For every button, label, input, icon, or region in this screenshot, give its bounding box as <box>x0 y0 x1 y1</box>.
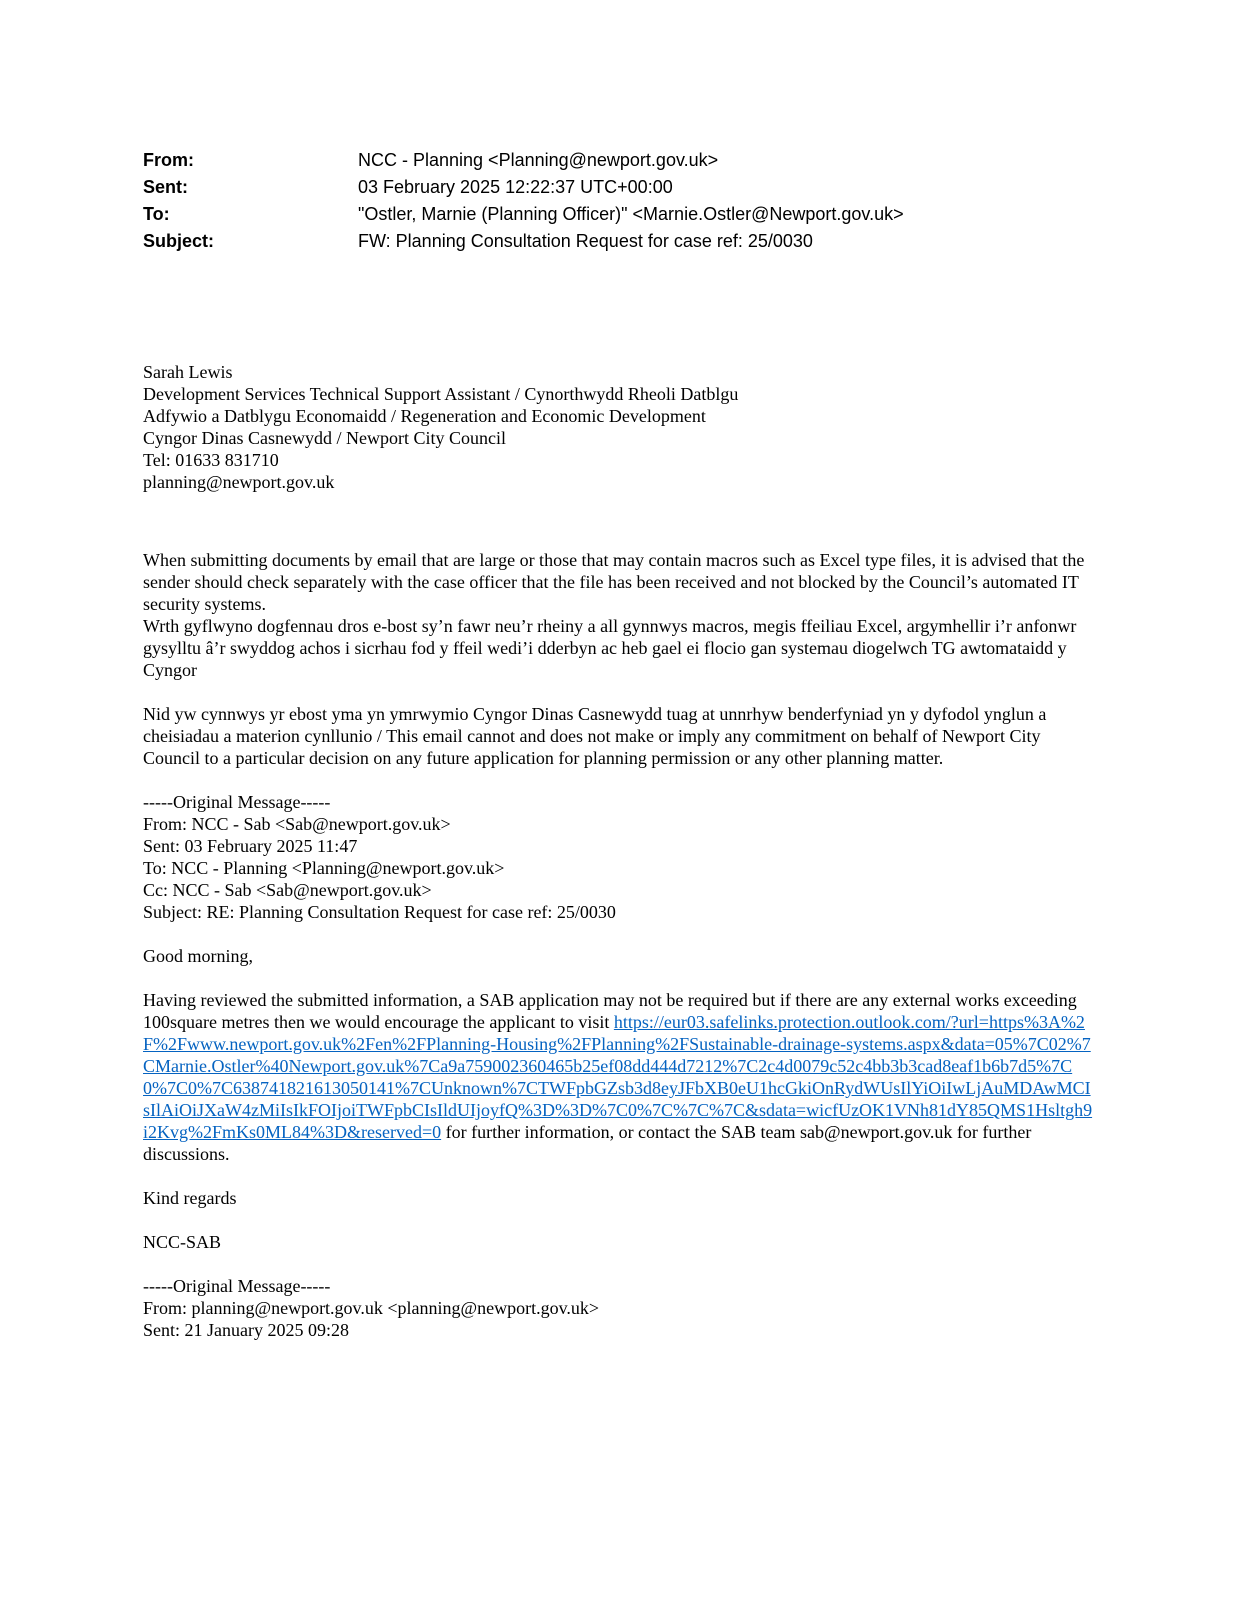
header-row-from <box>143 147 1093 174</box>
signature-organisation: Cyngor Dinas Casnewydd / Newport City Council <box>143 428 506 448</box>
sab-advice-text: Having reviewed the submitted information, a SAB application may not be required but if there are any external works exceeding 100square metres then we would encourage the applicant to visit <box>143 990 1077 1032</box>
quoted-subject-line: Subject: RE: Planning Consultation Request for case ref: 25/0030 <box>143 902 616 922</box>
quoted-from-line: From: planning@newport.gov.uk <planning@newport.gov.uk> <box>143 1298 600 1318</box>
quoted-cc-line: Cc: NCC - Sab <Sab@newport.gov.uk> <box>143 880 432 900</box>
signature-name: Sarah Lewis <box>143 362 233 382</box>
original-message-separator: -----Original Message----- <box>143 792 331 812</box>
header-to-label: To: <box>143 204 170 224</box>
header-from-value: NCC - Planning <Planning@newport.gov.uk> <box>358 150 719 170</box>
email-body <box>143 361 1093 1341</box>
header-subject-value: FW: Planning Consultation Request for case ref: 25/0030 <box>358 231 813 251</box>
commitment-paragraph: Nid yw cynnwys yr ebost yma yn ymrwymio Cyngor Dinas Casnewydd tuag at unnrhyw benderfyniad yn y dyfodol ynglun a cheisiadau a materion cynllunio / This email cannot and does not make or imply any commitment on behalf of Newport City Council to a particular decision on any future application for planning permission or any other planning matter. <box>143 704 1047 768</box>
quoted-message-1-header <box>143 791 1093 923</box>
signature-block <box>143 361 1093 493</box>
quoted-from-line: From: NCC - Sab <Sab@newport.gov.uk> <box>143 814 451 834</box>
email-header <box>143 147 1093 255</box>
original-message-separator: -----Original Message----- <box>143 1276 331 1296</box>
header-from-label: From: <box>143 150 194 170</box>
header-subject-label: Subject: <box>143 231 215 251</box>
sender-name: NCC-SAB <box>143 1232 222 1252</box>
header-row-subject <box>143 228 1093 255</box>
header-sent-label: Sent: <box>143 177 188 197</box>
header-sent-value: 03 February 2025 12:22:37 UTC+00:00 <box>358 177 673 197</box>
header-row-sent <box>143 174 1093 201</box>
header-to-value: "Ostler, Marnie (Planning Officer)" <Marnie.Ostler@Newport.gov.uk> <box>358 204 904 224</box>
disclaimer-welsh: Wrth gyflwyno dogfennau dros e-bost sy’n fawr neu’r rheiny a all gynnwys macros, megis ffeiliau Excel, argymhellir i’r anfonwr gysylltu â’r swyddog achos i sicrhau fod y ffeil wedi’i dderbyn ac heb gael ei flocio gan systemau diogelwch TG awtomataidd y Cyngor <box>143 616 1077 680</box>
quoted-sent-line: Sent: 21 January 2025 09:28 <box>143 1320 349 1340</box>
quoted-to-line: To: NCC - Planning <Planning@newport.gov.uk> <box>143 858 505 878</box>
sign-off: Kind regards <box>143 1188 237 1208</box>
sab-advice-after-text: for further information, or contact the SAB team sab@newport.gov.uk for further discussions. <box>143 1122 1032 1164</box>
sab-advice-paragraph <box>143 989 1093 1165</box>
signature-telephone: Tel: 01633 831710 <box>143 450 279 470</box>
safelinks-url-link[interactable]: https://eur03.safelinks.protection.outlook.com/?url=https%3A%2F%2Fwww.newport.gov.uk%2Fen%2FPlanning-Housing%2FPlanning%2FSustainable-drainage-systems.aspx&data=05%7C02%7CMarnie.Ostler%40Newport.gov.uk%7Ca9a759002360465b25ef08dd444d7212%7C2c4d0079c52c4bb3b3cad8eaf1b6b7d5%7C0%7C0%7C638741821613050141%7CUnknown%7CTWFpbGZsb3d8eyJFbXB0eU1hcGkiOnRydWUsIlYiOiIwLjAuMDAwMCIsIlAiOiJXaW4zMiIsIkFOIjoiTWFpbCIsIldUIjoyfQ%3D%3D%7C0%7C%7C%7C&sdata=wicfUzOK1VNh81dY85QMS1Hsltgh9i2Kvg%2FmKs0ML84%3D&reserved=0 <box>143 1012 1093 1142</box>
quoted-sent-line: Sent: 03 February 2025 11:47 <box>143 836 358 856</box>
disclaimer-english: When submitting documents by email that are large or those that may contain macros such as Excel type files, it is advised that the sender should check separately with the case officer that the file has been received and not blocked by the Council’s automated IT security systems. <box>143 550 1085 614</box>
signature-job-title: Development Services Technical Support Assistant / Cynorthwydd Rheoli Datblgu <box>143 384 739 404</box>
quoted-message-2-header <box>143 1275 1093 1341</box>
header-row-to <box>143 201 1093 228</box>
signature-department: Adfywio a Datblygu Economaidd / Regeneration and Economic Development <box>143 406 706 426</box>
signature-email-address: planning@newport.gov.uk <box>143 472 335 492</box>
greeting: Good morning, <box>143 946 253 966</box>
disclaimer-block <box>143 549 1093 681</box>
